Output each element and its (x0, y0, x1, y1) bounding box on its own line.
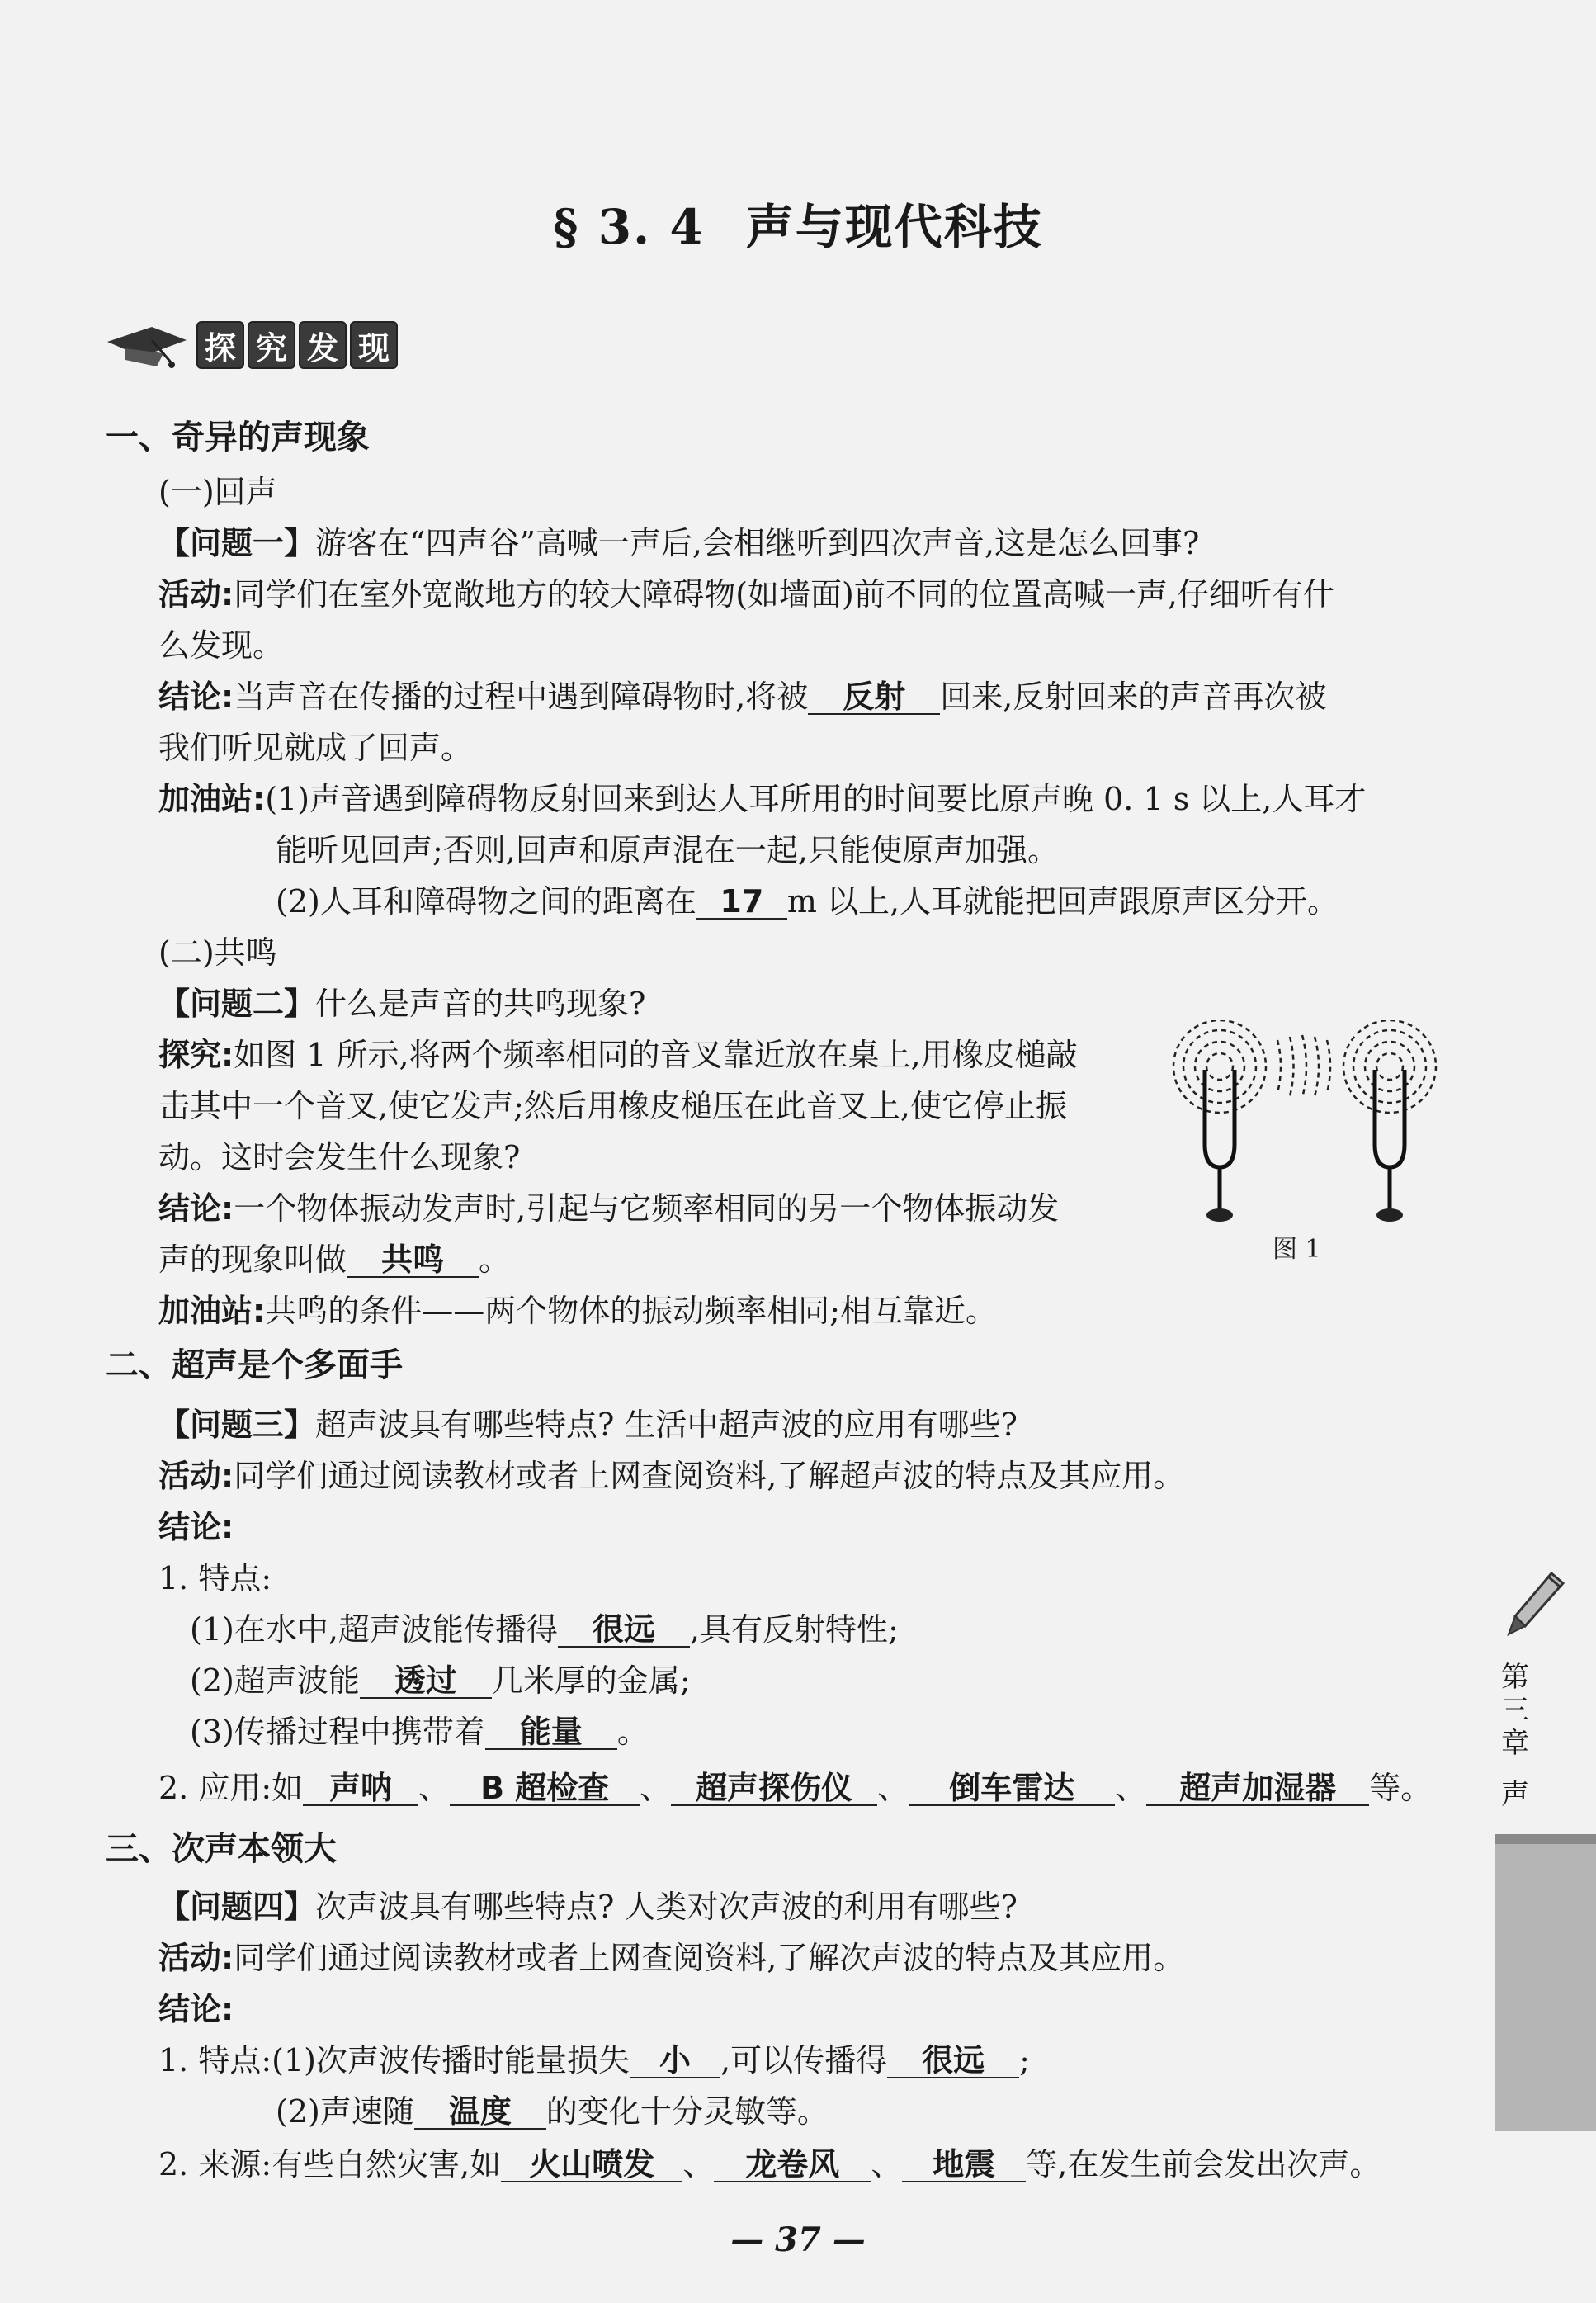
feature-text: 的变化十分灵敏等。 (545, 2093, 829, 2130)
feature-text: 几米厚的金属; (491, 1662, 691, 1699)
sources-label: 2. 来源: (158, 2146, 272, 2182)
activity-four (158, 1940, 1184, 1976)
banner-char: 发 (299, 321, 347, 369)
question-text: 游客在“四声谷”高喊一声后,会相继听到四次声音,这是怎么回事? (315, 525, 1200, 561)
answer-blank: 声呐 (303, 1771, 418, 1806)
activity-label: 活动: (158, 1940, 234, 1976)
section-heading: 一、奇异的声现象 (106, 419, 370, 456)
applications (158, 1770, 1432, 1806)
question-label: 【问题四】 (158, 1889, 316, 1925)
features-label: 1. 特点: (158, 1560, 272, 1596)
conclusion-one (158, 679, 1326, 715)
answer-blank: 倒车雷达 (909, 1771, 1115, 1806)
infrasound-feature-one (158, 2042, 1030, 2078)
conclusion-text: 回来,反射回来的声音再次被 (940, 679, 1327, 715)
feature-text: (3)传播过程中携带着 (190, 1714, 485, 1750)
banner-char: 现 (350, 321, 398, 369)
conclusion-label: 结论: (158, 1991, 234, 2027)
feature-text: (2)声速随 (276, 2093, 414, 2130)
figure-caption: 图 1 (1273, 1235, 1321, 1264)
graduation-cap-icon (106, 320, 188, 370)
separator: 、 (640, 1770, 672, 1806)
answer-blank: 超声加湿器 (1146, 1771, 1369, 1806)
section-name: 声与现代科技 (745, 199, 1043, 255)
tip-text-continued: 能听见回声;否则,回声和原声混在一起,只能使原声加强。 (276, 832, 1059, 868)
tip-label: 加油站: (158, 781, 266, 817)
subsection-heading: (二)共鸣 (158, 934, 277, 971)
answer-blank: B 超检查 (450, 1771, 640, 1806)
answer-blank: 共鸣 (347, 1243, 479, 1278)
answer-blank: 火山喷发 (501, 2148, 682, 2182)
answer-blank: 反射 (808, 680, 940, 715)
answer-blank: 很远 (887, 2044, 1019, 2078)
conclusion-two-continued (158, 1241, 510, 1278)
answer-blank: 很远 (558, 1613, 690, 1648)
activity-label: 活动: (158, 576, 234, 612)
question-label: 【问题一】 (158, 525, 316, 561)
feature-item (190, 1662, 691, 1699)
feature-item (190, 1611, 899, 1648)
answer-blank: 小 (630, 2044, 720, 2078)
tip-label: 加油站: (158, 1293, 266, 1329)
explore-label: 探究: (158, 1037, 234, 1073)
answer-blank: 17 (696, 885, 787, 920)
explore-text-continued: 动。这时会发生什么现象? (158, 1139, 521, 1175)
question-three (158, 1407, 1018, 1443)
conclusion-label: 结论: (158, 1190, 234, 1227)
conclusion-text: 声的现象叫做 (158, 1241, 347, 1278)
page-number: — 37 — (730, 2220, 866, 2259)
activity-text: 同学们通过阅读教材或者上网查阅资料,了解次声波的特点及其应用。 (234, 1940, 1185, 1976)
tip-text: (1)声音遇到障碍物反射回来到达人耳所用的时间要比原声晚 0. 1 s 以上,人耳才 (265, 781, 1367, 817)
tip-item-two (276, 883, 1339, 920)
infrasound-sources (158, 2146, 1381, 2182)
features-label: 1. 特点: (158, 2042, 272, 2078)
feature-text: (1)次声波传播时能量损失 (272, 2042, 630, 2078)
applications-text: 等。 (1369, 1770, 1433, 1806)
banner-char: 探 (196, 321, 244, 369)
conclusion-text: 一个物体振动发声时,引起与它频率相同的另一个物体振动发 (234, 1190, 1060, 1227)
chapter-char: 第 (1501, 1661, 1529, 1694)
explore-two (158, 1037, 1078, 1073)
feature-text: (1)在水中,超声波能传播得 (190, 1611, 558, 1648)
answer-blank: 透过 (360, 1664, 492, 1699)
question-label: 【问题三】 (158, 1407, 316, 1443)
explore-discover-banner (106, 320, 398, 370)
tip-one (158, 781, 1366, 817)
answer-blank: 温度 (414, 2095, 546, 2130)
activity-text: 同学们通过阅读教材或者上网查阅资料,了解超声波的特点及其应用。 (234, 1458, 1185, 1494)
question-text: 次声波具有哪些特点? 人类对次声波的利用有哪些? (315, 1889, 1018, 1925)
answer-blank: 超声探伤仪 (671, 1771, 877, 1806)
chapter-char: 章 (1501, 1727, 1529, 1760)
feature-text: ; (1019, 2042, 1030, 2078)
subsection-heading: (一)回声 (158, 474, 277, 510)
section-heading: 三、次声本领大 (106, 1830, 337, 1868)
tip-two (158, 1293, 997, 1329)
separator: 、 (871, 2146, 903, 2182)
sources-text: 有些自然灾害,如 (272, 2146, 502, 2182)
answer-blank: 地震 (902, 2148, 1026, 2182)
banner-title (196, 321, 398, 369)
answer-blank: 龙卷风 (714, 2148, 871, 2182)
sources-text: 等,在发生前会发出次声。 (1026, 2146, 1381, 2182)
conclusion-text: 当声音在传播的过程中遇到障碍物时,将被 (234, 679, 809, 715)
explore-text-continued: 击其中一个音叉,使它发声;然后用橡皮槌压在此音叉上,使它停止振 (158, 1088, 1067, 1124)
conclusion-two (158, 1190, 1059, 1227)
applications-text: 如 (272, 1770, 304, 1806)
separator: 、 (682, 2146, 715, 2182)
question-label: 【问题二】 (158, 986, 316, 1022)
separator: 、 (418, 1770, 451, 1806)
banner-char: 究 (248, 321, 295, 369)
conclusion-text: 。 (479, 1241, 511, 1278)
question-four (158, 1889, 1018, 1925)
feature-item (190, 1714, 649, 1750)
chapter-tab-edge (1495, 1834, 1596, 1844)
tip-text: m 以上,人耳就能把回声跟原声区分开。 (786, 883, 1339, 920)
tip-text: 共鸣的条件——两个物体的振动频率相同;相互靠近。 (265, 1293, 998, 1329)
tuning-forks-figure (1162, 1020, 1451, 1227)
chapter-tab (1495, 1834, 1596, 2131)
answer-blank: 能量 (485, 1715, 617, 1750)
applications-label: 2. 应用: (158, 1770, 272, 1806)
question-two (158, 986, 645, 1022)
question-text: 什么是声音的共鸣现象? (315, 986, 646, 1022)
conclusion-label: 结论: (158, 1509, 234, 1545)
separator: 、 (877, 1770, 909, 1806)
chapter-label (1499, 1661, 1532, 1811)
separator: 、 (1115, 1770, 1147, 1806)
infrasound-feature-two (276, 2093, 829, 2130)
section-heading: 二、超声是个多面手 (106, 1346, 403, 1384)
section-number: § 3. 4 (553, 199, 705, 255)
feature-text: 。 (616, 1714, 649, 1750)
tip-text: (2)人耳和障碍物之间的距离在 (276, 883, 696, 920)
chapter-char: 声 (1501, 1778, 1529, 1811)
page-title (0, 188, 1596, 258)
question-text: 超声波具有哪些特点? 生活中超声波的应用有哪些? (315, 1407, 1018, 1443)
activity-label: 活动: (158, 1458, 234, 1494)
explore-text: 如图 1 所示,将两个频率相同的音叉靠近放在桌上,用橡皮槌敲 (234, 1037, 1078, 1073)
activity-one (158, 576, 1334, 612)
pen-icon (1500, 1568, 1575, 1643)
activity-text-continued: 么发现。 (158, 627, 285, 664)
feature-text: ,具有反射特性; (689, 1611, 899, 1648)
question-one (158, 525, 1199, 561)
conclusion-text-continued: 我们听见就成了回声。 (158, 730, 473, 766)
feature-text: (2)超声波能 (190, 1662, 360, 1699)
conclusion-label: 结论: (158, 679, 234, 715)
chapter-char: 三 (1501, 1694, 1529, 1727)
activity-three (158, 1458, 1184, 1494)
activity-text: 同学们在室外宽敞地方的较大障碍物(如墙面)前不同的位置高喊一声,仔细听有什 (234, 576, 1334, 612)
feature-text: ,可以传播得 (720, 2042, 888, 2078)
